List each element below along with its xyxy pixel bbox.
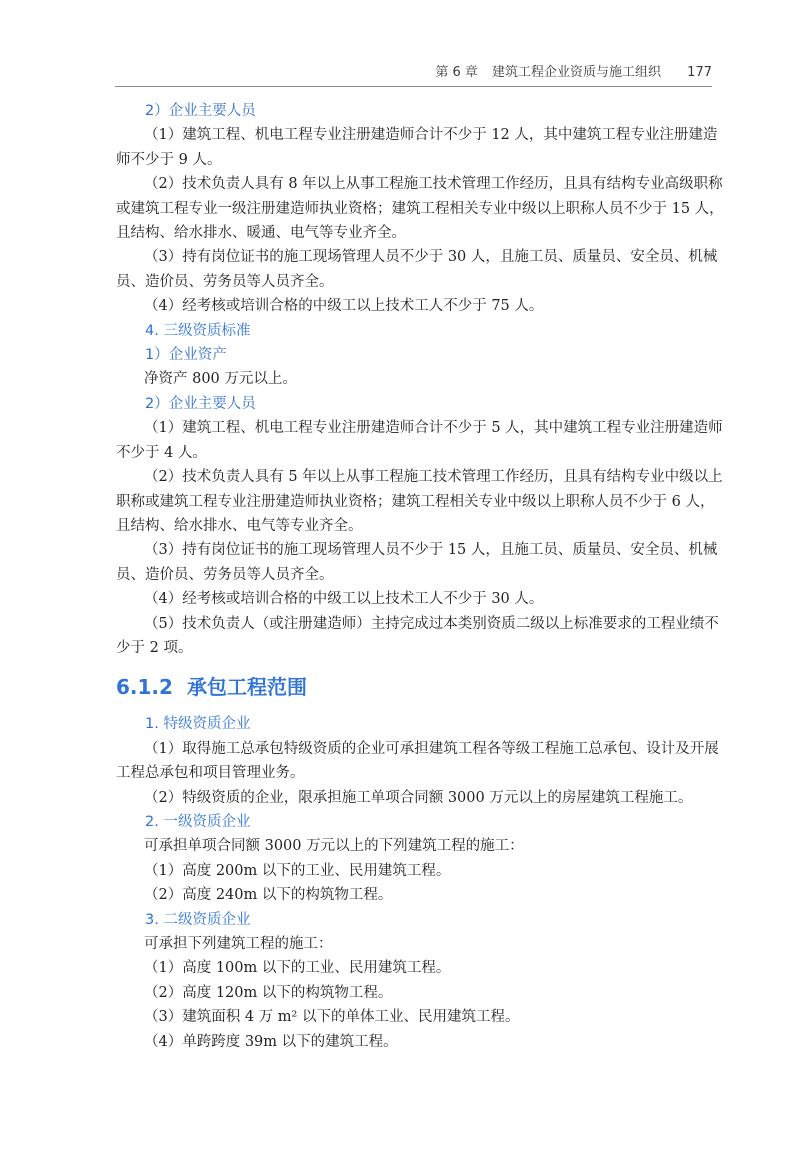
paragraph: （3）建筑面积 4 万 m² 以下的单体工业、民用建筑工程。 xyxy=(144,1009,520,1026)
section-heading xyxy=(116,672,726,702)
paragraph: （1）高度 200m 以下的工业、民用建筑工程。 xyxy=(144,862,451,879)
paragraph: （5）技术负责人（或注册建造师）主持完成过本类别资质二级以上标准要求的工程业绩不少于 2 项。 xyxy=(116,615,719,656)
page-number: 177 xyxy=(687,65,712,80)
chapter-title: 建筑工程企业资质与施工组织 xyxy=(492,65,662,80)
section-title: 承包工程范围 xyxy=(186,675,307,700)
paragraph: （3）持有岗位证书的施工现场管理人员不少于 30 人，且施工员、质量员、安全员、机械员、造价员、劳务员等人员齐全。 xyxy=(116,249,718,290)
running-header xyxy=(115,60,712,87)
subheading: 4. 三级资质标准 xyxy=(145,322,251,339)
page-body xyxy=(116,99,726,1054)
paragraph: （1）取得施工总承包特级资质的企业可承担建筑工程各等级工程施工总承包、设计及开展工程总承包和项目管理业务。 xyxy=(116,740,719,782)
paragraph: 净资产 800 万元以上。 xyxy=(144,371,297,388)
paragraph: （2）技术负责人具有 5 年以上从事工程施工技术管理工作经历，且具有结构专业中级以上职称或建筑工程专业注册建造师执业资格；建筑工程相关专业中级以上职称人员不少于 6 人，且结构、给水排水、电气等专业齐全。 xyxy=(116,469,723,534)
subheading: 1）企业资产 xyxy=(145,347,227,364)
paragraph: （2）高度 240m 以下的构筑物工程。 xyxy=(144,887,393,904)
paragraph: （4）单跨跨度 39m 以下的建筑工程。 xyxy=(144,1033,398,1050)
paragraph: （3）持有岗位证书的施工现场管理人员不少于 15 人，且施工员、质量员、安全员、机械员、造价员、劳务员等人员齐全。 xyxy=(116,542,718,583)
paragraph: （1）建筑工程、机电工程专业注册建造师合计不少于 12 人，其中建筑工程专业注册建造师不少于 9 人。 xyxy=(116,127,718,168)
subheading: 2）企业主要人员 xyxy=(145,395,256,412)
subheading: 2. 一级资质企业 xyxy=(145,813,251,830)
paragraph: 可承担下列建筑工程的施工： xyxy=(144,936,333,952)
section-number: 6.1.2 xyxy=(116,675,173,700)
paragraph: （4）经考核或培训合格的中级工以上技术工人不少于 30 人。 xyxy=(144,591,544,608)
paragraph: （1）建筑工程、机电工程专业注册建造师合计不少于 5 人，其中建筑工程专业注册建造师不少于 4 人。 xyxy=(116,420,723,461)
subheading: 3. 二级资质企业 xyxy=(145,911,251,928)
paragraph: （4）经考核或培训合格的中级工以上技术工人不少于 75 人。 xyxy=(144,298,544,315)
subheading: 1. 特级资质企业 xyxy=(145,716,251,733)
subheading: 2）企业主要人员 xyxy=(145,103,256,119)
paragraph: （2）技术负责人具有 8 年以上从事工程施工技术管理工作经历，且具有结构专业高级职称或建筑工程专业一级注册建造师执业资格；建筑工程相关专业中级以上职称人员不少于 15 人，且结构、给水排水、暖通、电气等专业齐全。 xyxy=(116,176,724,242)
paragraph: （1）高度 100m 以下的工业、民用建筑工程。 xyxy=(144,960,451,977)
chapter-label: 第 6 章 xyxy=(435,65,478,80)
paragraph: 可承担单项合同额 3000 万元以上的下列建筑工程的施工： xyxy=(144,838,524,855)
paragraph: （2）高度 120m 以下的构筑物工程。 xyxy=(144,984,393,1001)
paragraph: （2）特级资质的企业，限承担施工单项合同额 3000 万元以上的房屋建筑工程施工。 xyxy=(144,789,693,806)
